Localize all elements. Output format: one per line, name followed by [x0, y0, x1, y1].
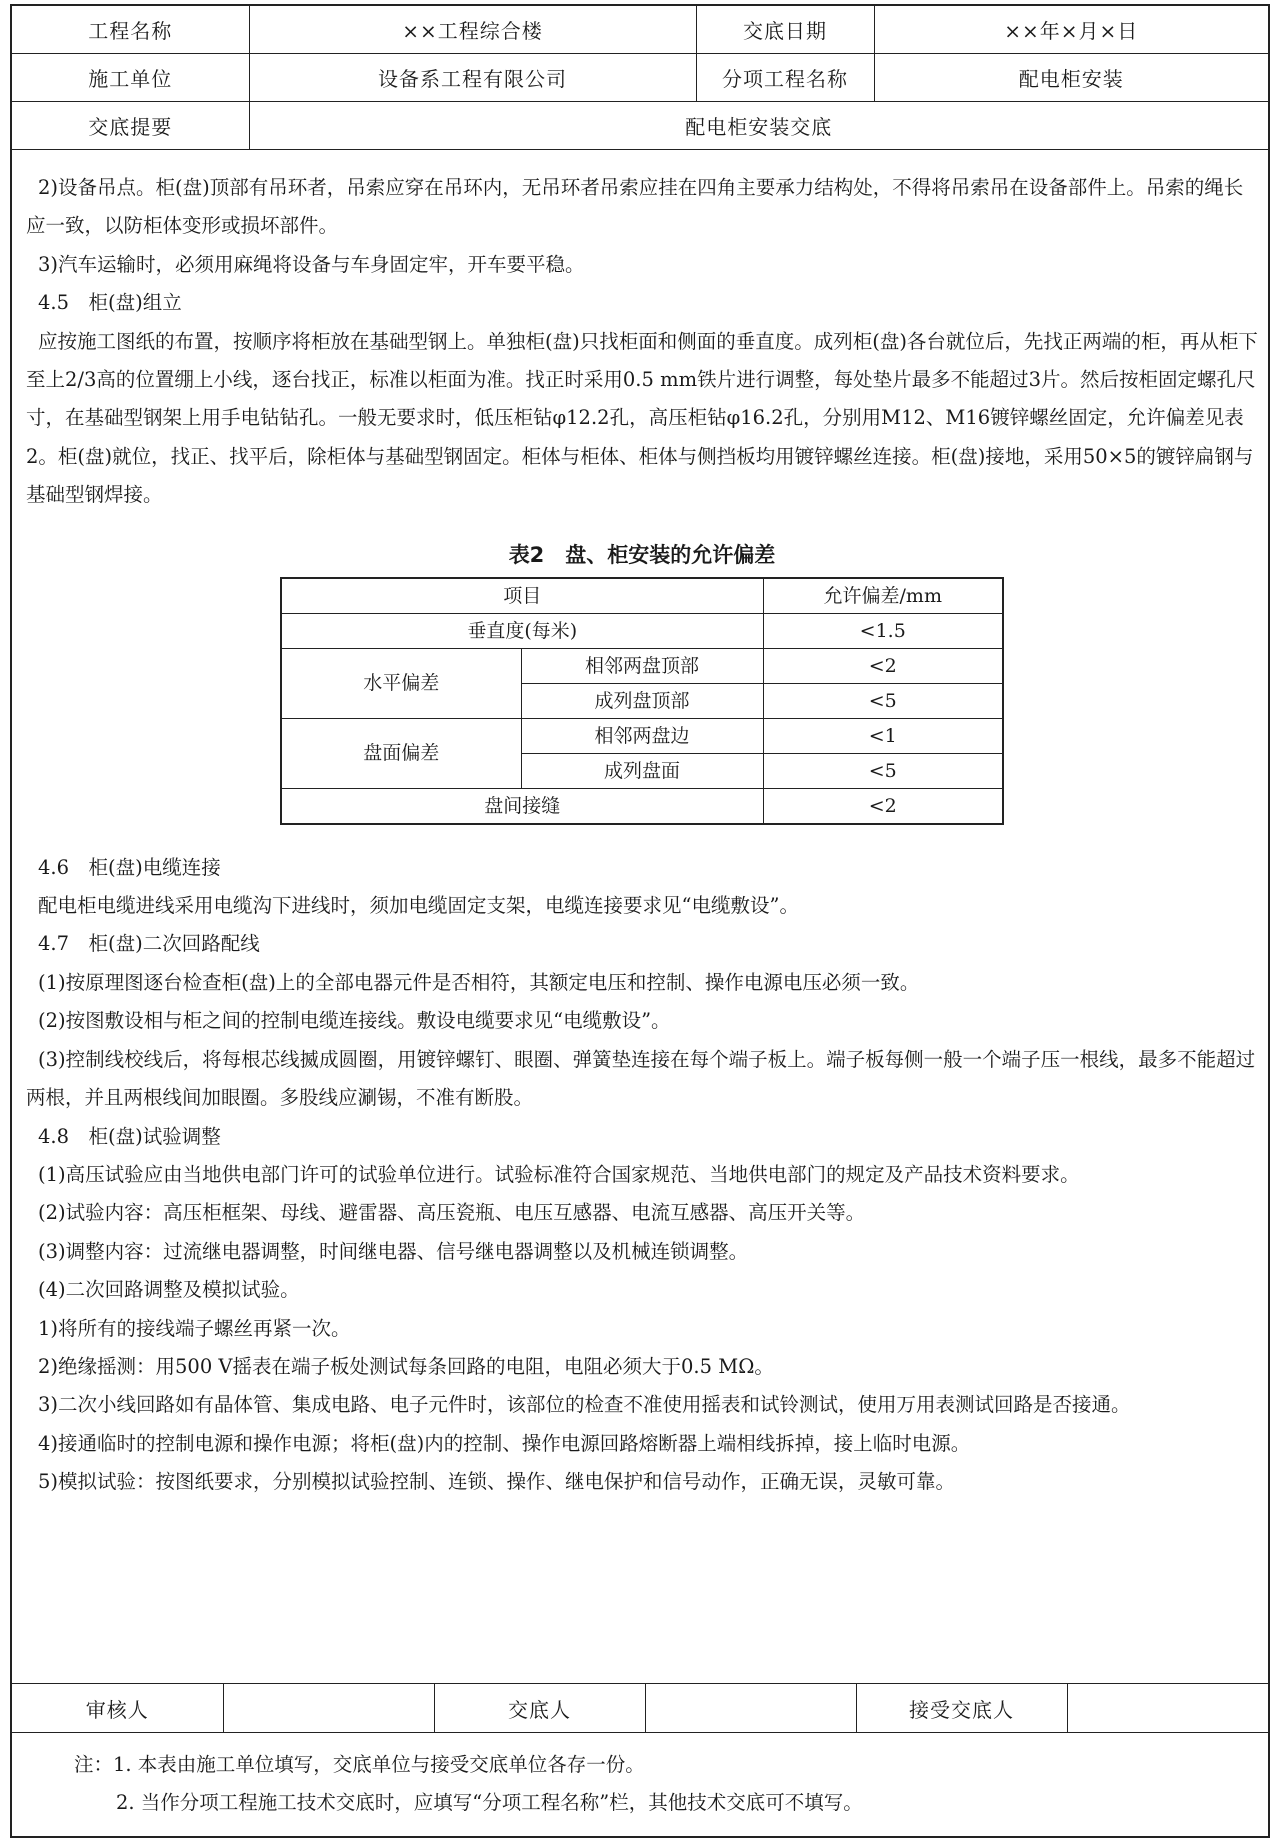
- disclosure-form: [10, 4, 1270, 1838]
- table-cell: 相邻两盘边: [521, 718, 763, 753]
- paragraph: 2)绝缘摇测：用500 V摇表在端子板处测试每条回路的电阻，电阻必须大于0.5 MΩ。: [38, 1354, 774, 1378]
- table-cell: 成列盘面: [521, 753, 763, 788]
- deviation-table: [280, 577, 1004, 825]
- discloser-label: 交底人: [434, 1684, 645, 1733]
- discloser-field[interactable]: [645, 1684, 856, 1733]
- table-cell: 相邻两盘顶部: [521, 648, 763, 683]
- paragraph: (2)按图敷设相与柜之间的控制电缆连接线。敷设电缆要求见“电缆敷设”。: [38, 1009, 671, 1033]
- paragraph: (3)控制线校线后，将每根芯线揻成圆圈，用镀锌螺钉、眼圈、弹簧垫连接在每个端子板上。端子板每侧一般一个端子压一根线，最多不能超过两根，并且两根线间加眼圈。多股线应涮锡，不准有断股。: [26, 1047, 1256, 1110]
- table-cell: 成列盘顶部: [521, 683, 763, 718]
- project-name-label: 工程名称: [12, 6, 249, 54]
- unit-value: 设备系工程有限公司: [249, 54, 696, 102]
- table-caption: 表2 盘、柜安装的允许偏差: [508, 542, 776, 567]
- table-cell: <2: [763, 788, 1003, 824]
- section-heading-4-6: 4.6 柜(盘)电缆连接: [38, 855, 221, 879]
- reviewer-label: 审核人: [12, 1684, 223, 1733]
- note-2: 2. 当作分项工程施工技术交底时，应填写“分项工程名称”栏，其他技术交底可不填写。: [116, 1791, 863, 1814]
- receiver-label: 接受交底人: [856, 1684, 1067, 1733]
- paragraph: (1)按原理图逐台检查柜(盘)上的全部电器元件是否相符，其额定电压和控制、操作电源电压必须一致。: [38, 970, 920, 994]
- paragraph: 1)将所有的接线端子螺丝再紧一次。: [38, 1316, 351, 1340]
- project-name-value: ××工程综合楼: [249, 6, 696, 54]
- group-label: 盘面偏差: [281, 718, 521, 788]
- reviewer-field[interactable]: [223, 1684, 434, 1733]
- table-cell: <5: [763, 683, 1003, 718]
- subitem-label: 分项工程名称: [696, 54, 874, 102]
- paragraph: 4)接通临时的控制电源和操作电源；将柜(盘)内的控制、操作电源回路熔断器上端相线拆掉，接上临时电源。: [38, 1431, 971, 1455]
- col-header-item: 项目: [281, 578, 763, 614]
- paragraph: (4)二次回路调整及模拟试验。: [38, 1278, 300, 1302]
- date-label: 交底日期: [696, 6, 874, 54]
- summary-value: 配电柜安装交底: [249, 102, 1268, 150]
- table-cell: 盘间接缝: [281, 788, 763, 824]
- col-header-tolerance: 允许偏差/mm: [763, 578, 1003, 614]
- receiver-field[interactable]: [1067, 1684, 1268, 1733]
- summary-label: 交底提要: [12, 102, 249, 150]
- table-cell: <5: [763, 753, 1003, 788]
- unit-label: 施工单位: [12, 54, 249, 102]
- subitem-value: 配电柜安装: [874, 54, 1268, 102]
- notes: [74, 1746, 863, 1822]
- table-cell: 垂直度(每米): [281, 613, 763, 648]
- paragraph: 3)二次小线回路如有晶体管、集成电路、电子元件时，该部位的检查不准使用摇表和试铃测试，使用万用表测试回路是否接通。: [38, 1393, 1131, 1417]
- paragraph: 5)模拟试验：按图纸要求，分别模拟试验控制、连锁、操作、继电保护和信号动作，正确无误，灵敏可靠。: [38, 1470, 956, 1494]
- paragraph: 配电柜电缆进线采用电缆沟下进线时，须加电缆固定支架，电缆连接要求见“电缆敷设”。: [38, 894, 799, 918]
- group-label: 水平偏差: [281, 648, 521, 718]
- section-heading-4-5: 4.5 柜(盘)组立: [38, 291, 182, 315]
- section-heading-4-7: 4.7 柜(盘)二次回路配线: [38, 932, 260, 956]
- note-1: 注：1. 本表由施工单位填写，交底单位与接受交底单位各存一份。: [74, 1753, 645, 1776]
- table-cell: <2: [763, 648, 1003, 683]
- section-heading-4-8: 4.8 柜(盘)试验调整: [38, 1124, 221, 1148]
- table-cell: <1: [763, 718, 1003, 753]
- paragraph: 2)设备吊点。柜(盘)顶部有吊环者，吊索应穿在吊环内，无吊环者吊索应挂在四角主要承力结构处，不得将吊索吊在设备部件上。吊索的绳长应一致，以防柜体变形或损坏部件。: [26, 176, 1244, 238]
- paragraph: 应按施工图纸的布置，按顺序将柜放在基础型钢上。单独柜(盘)只找柜面和侧面的垂直度。成列柜(盘)各台就位后，先找正两端的柜，再从柜下至上2/3高的位置绷上小线，逐台找正，标准以柜面为准。找正时采用0.5 mm铁片进行调整，每处垫片最多不能超过3片。然后按柜固定螺孔尺寸，在基础型钢架上用手电钻钻孔。一般无要求时，低压柜钻φ12.2孔，高压柜钻φ16.2孔，分别用M12、M16镀锌螺丝固定，允许偏差见表2。柜(盘)就位，找正、找平后，除柜体与基础型钢固定。柜体与柜体、柜体与侧挡板均用镀锌螺丝连接。柜(盘)接地，采用50×5的镀锌扁钢与基础型钢焊接。: [26, 329, 1258, 507]
- disclosure-content: [26, 169, 1258, 1502]
- paragraph: (3)调整内容：过流继电器调整，时间继电器、信号继电器调整以及机械连锁调整。: [38, 1239, 749, 1263]
- date-value: ××年×月×日: [874, 6, 1268, 54]
- paragraph: (1)高压试验应由当地供电部门许可的试验单位进行。试验标准符合国家规范、当地供电部门的规定及产品技术资料要求。: [38, 1162, 1080, 1186]
- paragraph: (2)试验内容：高压柜框架、母线、避雷器、高压瓷瓶、电压互感器、电流互感器、高压开关等。: [38, 1201, 866, 1225]
- signature-table: [12, 1683, 1268, 1733]
- header-table: [12, 6, 1268, 150]
- table-cell: <1.5: [763, 613, 1003, 648]
- paragraph: 3)汽车运输时，必须用麻绳将设备与车身固定牢，开车要平稳。: [38, 252, 585, 276]
